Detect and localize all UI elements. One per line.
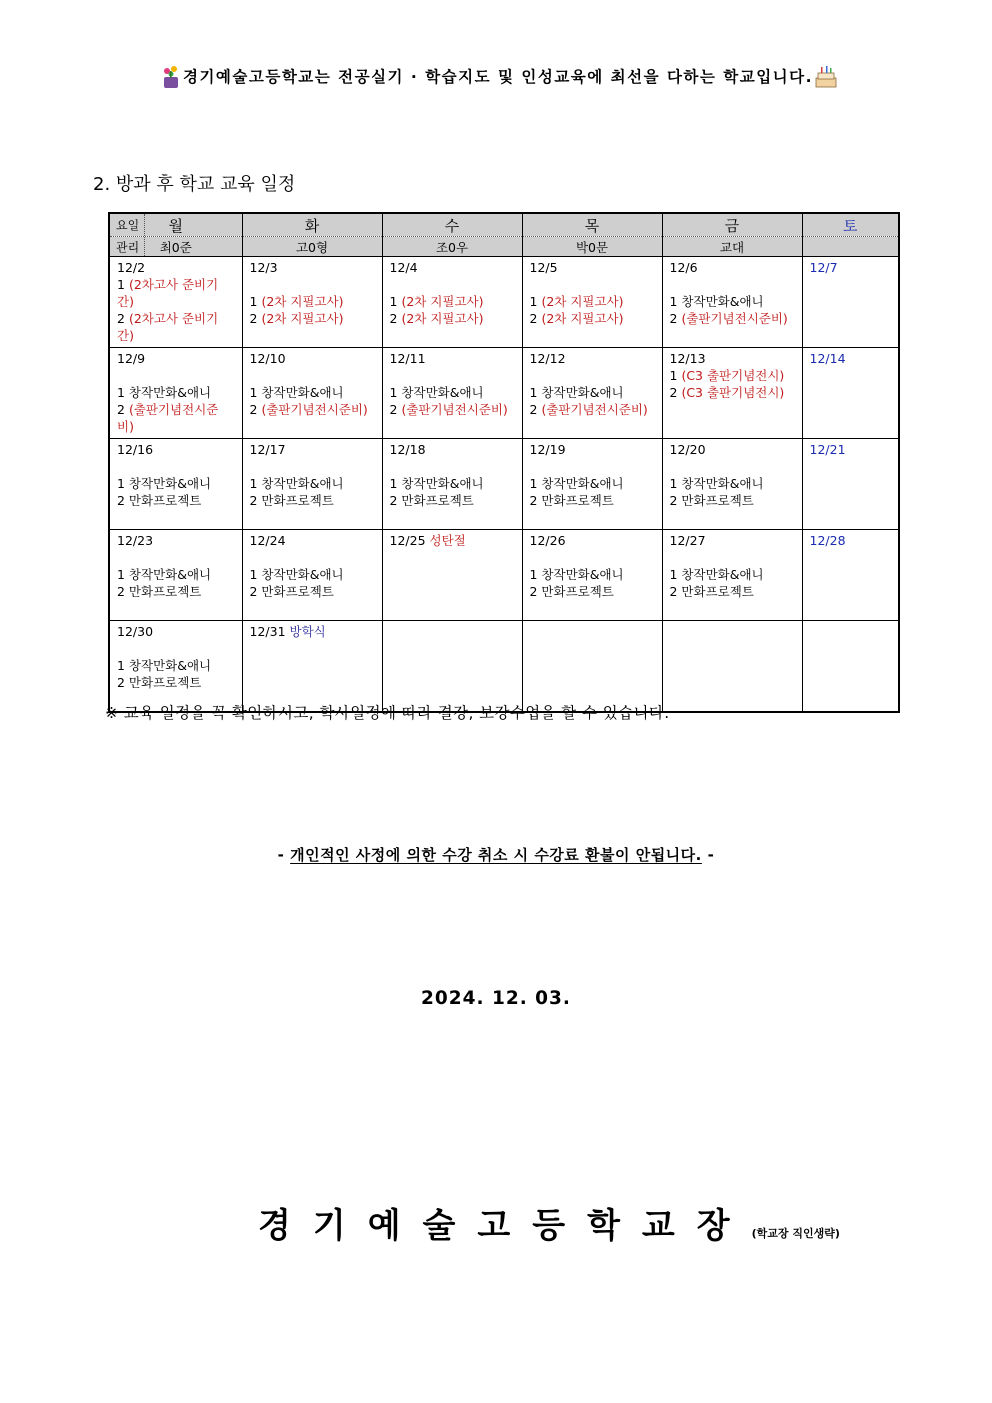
session-2-label: 2 — [117, 402, 129, 417]
cell-date — [810, 259, 892, 276]
session-line-1 — [530, 475, 655, 492]
schedule-cell — [382, 348, 522, 439]
session-2-label: 2 만화프로젝트 — [117, 493, 202, 508]
cell-date-text: 12/3 — [249, 260, 278, 275]
session-line-1 — [670, 293, 795, 310]
cell-date-text: 12/12 — [529, 351, 566, 366]
cell-date-text: 12/10 — [249, 351, 286, 366]
session-2-note: (2차고사 준비기간) — [117, 311, 219, 343]
session-1-label: 1 창작만화&애니 — [389, 385, 484, 400]
event-label: 방학식 — [289, 624, 326, 639]
session-line-2 — [530, 310, 655, 327]
schedule-cell — [662, 621, 802, 713]
schedule-cell — [109, 621, 242, 713]
session-2-note: (C3 출판기념전시) — [681, 385, 785, 400]
session-1-label: 1 — [249, 294, 262, 309]
cell-date — [117, 623, 235, 640]
schedule-cell — [662, 530, 802, 621]
session-2-label: 2 만화프로젝트 — [529, 584, 614, 599]
session-line-1 — [390, 384, 515, 401]
session-line-2 — [670, 310, 795, 327]
cell-date — [530, 441, 655, 458]
session-1-note: (C3 출판기념전시) — [681, 368, 785, 383]
session-line-1 — [250, 384, 375, 401]
day-header-thu: 목 — [522, 213, 662, 237]
session-line-1 — [670, 367, 795, 384]
session-1-note: (2차 지필고사) — [261, 294, 344, 309]
header-motto — [118, 62, 878, 90]
schedule-week-row — [109, 530, 899, 621]
schedule-body — [109, 257, 899, 713]
cell-date-text: 12/6 — [669, 260, 698, 275]
manager-wed: 조0우 — [382, 237, 522, 257]
holiday-label: 성탄절 — [429, 533, 466, 548]
cell-date-text: 12/4 — [389, 260, 418, 275]
day-header-mon — [109, 213, 242, 237]
cell-date-text: 12/27 — [669, 533, 706, 548]
schedule-cell — [522, 530, 662, 621]
cell-date — [117, 350, 235, 367]
cell-date — [530, 350, 655, 367]
cell-date — [250, 259, 375, 276]
schedule-note: ※ 교육 일정을 꼭 확인하시고, 학사일정에 따라 결강, 보강수업을 할 수 있습니다. — [105, 704, 670, 722]
cell-date — [670, 441, 795, 458]
schedule-table — [108, 212, 900, 713]
session-2-note: (출판기념전시준비) — [261, 402, 368, 417]
session-1-note: (2차 지필고사) — [401, 294, 484, 309]
session-line-2 — [390, 492, 515, 509]
session-line-1 — [250, 566, 375, 583]
session-2-label: 2 — [669, 385, 682, 400]
cell-date-text: 12/26 — [529, 533, 566, 548]
cell-date — [250, 532, 375, 549]
session-1-label: 1 — [529, 294, 542, 309]
session-2-note: (출판기념전시준비) — [541, 402, 648, 417]
session-line-1 — [390, 293, 515, 310]
schedule-cell — [802, 257, 899, 348]
schedule-cell — [242, 439, 382, 530]
session-line-1 — [530, 566, 655, 583]
session-line-2 — [117, 401, 235, 435]
session-line-2 — [117, 492, 235, 509]
session-1-label: 1 창작만화&애니 — [529, 567, 624, 582]
schedule-cell — [109, 439, 242, 530]
schedule-cell — [662, 348, 802, 439]
session-2-label: 2 만화프로젝트 — [117, 584, 202, 599]
cell-date-text: 12/2 — [117, 260, 146, 275]
session-1-label: 1 창작만화&애니 — [669, 567, 764, 582]
manager-thu: 박0문 — [522, 237, 662, 257]
schedule-cell — [662, 439, 802, 530]
session-2-note: (2차 지필고사) — [261, 311, 344, 326]
session-line-2 — [250, 401, 375, 418]
manager-name: 최0준 — [159, 239, 192, 255]
schedule-week-row — [109, 621, 899, 713]
refund-prefix: - — [277, 846, 291, 864]
day-header-row — [109, 213, 899, 237]
cell-date-text: 12/19 — [529, 442, 566, 457]
cell-date-text: 12/5 — [529, 260, 558, 275]
schedule-cell — [522, 348, 662, 439]
session-1-label: 1 창작만화&애니 — [117, 385, 212, 400]
cell-date-text: 12/24 — [249, 533, 286, 548]
session-2-label: 2 만화프로젝트 — [249, 584, 334, 599]
cell-date — [117, 532, 235, 549]
session-2-label: 2 만화프로젝트 — [669, 493, 754, 508]
schedule-cell — [242, 348, 382, 439]
session-line-2 — [670, 384, 795, 401]
cell-date-text: 12/14 — [809, 351, 846, 366]
cell-date — [117, 441, 235, 458]
principal-signature — [258, 1198, 840, 1247]
cell-date — [390, 532, 515, 549]
session-1-label: 1 창작만화&애니 — [117, 567, 212, 582]
session-line-2 — [250, 583, 375, 600]
session-line-1 — [670, 566, 795, 583]
session-2-label: 2 — [529, 311, 542, 326]
cell-date — [390, 350, 515, 367]
manager-sat — [802, 237, 899, 257]
cell-date — [390, 259, 515, 276]
cell-date-text: 12/18 — [389, 442, 426, 457]
cell-date — [670, 259, 795, 276]
session-1-label: 1 — [669, 368, 682, 383]
cell-date-text: 12/30 — [117, 624, 154, 639]
schedule-cell — [109, 530, 242, 621]
manager-tue: 고0형 — [242, 237, 382, 257]
manager-row — [109, 237, 899, 257]
cell-date — [810, 532, 892, 549]
schedule-week-row — [109, 257, 899, 348]
manager-fri: 교대 — [662, 237, 802, 257]
cake-icon — [813, 63, 837, 89]
schedule-cell — [802, 439, 899, 530]
refund-notice — [0, 844, 992, 865]
session-1-label: 1 창작만화&애니 — [669, 476, 764, 491]
cell-date-text: 12/23 — [117, 533, 154, 548]
schedule-cell — [382, 439, 522, 530]
session-1-note: (2차 지필고사) — [541, 294, 624, 309]
cell-date — [250, 623, 375, 640]
cell-date — [530, 259, 655, 276]
schedule-cell — [109, 348, 242, 439]
session-line-1 — [117, 384, 235, 401]
refund-suffix: - — [701, 846, 715, 864]
cell-date-text: 12/9 — [117, 351, 146, 366]
day-header-fri: 금 — [662, 213, 802, 237]
day-label: 월 — [168, 216, 183, 235]
cell-date-text: 12/17 — [249, 442, 286, 457]
session-line-2 — [390, 401, 515, 418]
schedule-cell — [522, 439, 662, 530]
cell-date-text: 12/20 — [669, 442, 706, 457]
session-line-1 — [117, 566, 235, 583]
session-2-label: 2 만화프로젝트 — [249, 493, 334, 508]
session-line-1 — [530, 384, 655, 401]
session-line-2 — [117, 674, 235, 691]
session-2-label: 2 만화프로젝트 — [529, 493, 614, 508]
session-line-1 — [250, 293, 375, 310]
cell-date-text: 12/28 — [809, 533, 846, 548]
schedule-cell — [242, 257, 382, 348]
session-line-2 — [117, 583, 235, 600]
session-2-label: 2 — [117, 311, 129, 326]
day-header-tue: 화 — [242, 213, 382, 237]
schedule-cell — [109, 257, 242, 348]
session-line-2 — [250, 492, 375, 509]
cell-date — [390, 441, 515, 458]
flower-pot-icon — [159, 63, 183, 89]
schedule-cell — [802, 621, 899, 713]
session-line-1 — [530, 293, 655, 310]
cell-date — [530, 532, 655, 549]
refund-text: 개인적인 사정에 의한 수강 취소 시 수강료 환불이 안됩니다. — [290, 846, 702, 864]
session-line-2 — [530, 401, 655, 418]
session-line-2 — [530, 583, 655, 600]
session-1-label: 1 창작만화&애니 — [117, 476, 212, 491]
session-2-label: 2 — [249, 402, 262, 417]
session-1-label: 1 창작만화&애니 — [669, 294, 764, 309]
cell-date-text: 12/16 — [117, 442, 154, 457]
cell-date-text: 12/11 — [389, 351, 426, 366]
session-line-2 — [530, 492, 655, 509]
session-line-1 — [117, 657, 235, 674]
day-header-sat: 토 — [802, 213, 899, 237]
session-2-label: 2 — [389, 311, 402, 326]
session-2-note: (출판기념전시준비) — [681, 311, 788, 326]
seal-omitted-note: (학교장 직인생략) — [751, 1227, 840, 1240]
session-2-label: 2 — [249, 311, 262, 326]
schedule-cell — [802, 530, 899, 621]
session-1-label: 1 — [389, 294, 402, 309]
session-1-note: (2차고사 준비기간) — [117, 277, 219, 309]
corner-mgr-label: 관리 — [116, 240, 140, 254]
session-1-label: 1 창작만화&애니 — [249, 476, 344, 491]
session-2-note: (2차 지필고사) — [401, 311, 484, 326]
schedule-cell — [382, 621, 522, 713]
issue-date: 2024. 12. 03. — [421, 988, 571, 1009]
session-line-1 — [670, 475, 795, 492]
cell-date-text: 12/13 — [669, 351, 706, 366]
session-2-label: 2 만화프로젝트 — [117, 675, 202, 690]
session-line-2 — [390, 310, 515, 327]
session-line-1 — [117, 475, 235, 492]
schedule-cell — [522, 621, 662, 713]
schedule-week-row — [109, 439, 899, 530]
session-1-label: 1 창작만화&애니 — [389, 476, 484, 491]
session-2-label: 2 만화프로젝트 — [669, 584, 754, 599]
schedule-cell — [802, 348, 899, 439]
cell-date — [810, 350, 892, 367]
principal-name: 경기예술고등학교장 — [258, 1206, 752, 1246]
schedule-cell — [522, 257, 662, 348]
session-line-2 — [250, 310, 375, 327]
cell-date — [117, 259, 235, 276]
section-title: 2. 방과 후 학교 교육 일정 — [93, 174, 296, 195]
session-2-note: (2차 지필고사) — [541, 311, 624, 326]
corner-day-label: 요일 — [116, 218, 140, 233]
cell-date — [670, 532, 795, 549]
session-line-2 — [670, 492, 795, 509]
cell-date-text: 12/25 — [389, 533, 426, 548]
session-2-note: (출판기념전시준비) — [401, 402, 508, 417]
cell-date-text: 12/31 — [249, 624, 286, 639]
manager-mon — [109, 237, 242, 257]
session-line-2 — [670, 583, 795, 600]
schedule-cell — [382, 257, 522, 348]
session-1-label: 1 창작만화&애니 — [117, 658, 212, 673]
session-2-note: (출판기념전시준비) — [117, 402, 219, 434]
schedule-cell — [662, 257, 802, 348]
session-line-1 — [390, 475, 515, 492]
session-2-label: 2 만화프로젝트 — [389, 493, 474, 508]
schedule-cell — [242, 530, 382, 621]
session-line-1 — [250, 475, 375, 492]
schedule-cell — [382, 530, 522, 621]
cell-date — [250, 350, 375, 367]
session-line-1 — [117, 276, 235, 310]
motto-text: 경기예술고등학교는 전공실기 · 학습지도 및 인성교육에 최선을 다하는 학교입니다. — [182, 68, 814, 86]
day-header-wed: 수 — [382, 213, 522, 237]
session-line-2 — [117, 310, 235, 344]
cell-date-text: 12/7 — [809, 260, 838, 275]
schedule-cell — [242, 621, 382, 713]
session-1-label: 1 창작만화&애니 — [249, 567, 344, 582]
session-2-label: 2 — [669, 311, 682, 326]
session-2-label: 2 — [389, 402, 402, 417]
cell-date-text: 12/21 — [809, 442, 846, 457]
session-2-label: 2 — [529, 402, 542, 417]
session-1-label: 1 창작만화&애니 — [529, 385, 624, 400]
cell-date — [670, 350, 795, 367]
session-1-label: 1 창작만화&애니 — [529, 476, 624, 491]
cell-date — [250, 441, 375, 458]
session-1-label: 1 — [117, 277, 129, 292]
cell-date — [810, 441, 892, 458]
session-1-label: 1 창작만화&애니 — [249, 385, 344, 400]
schedule-week-row — [109, 348, 899, 439]
